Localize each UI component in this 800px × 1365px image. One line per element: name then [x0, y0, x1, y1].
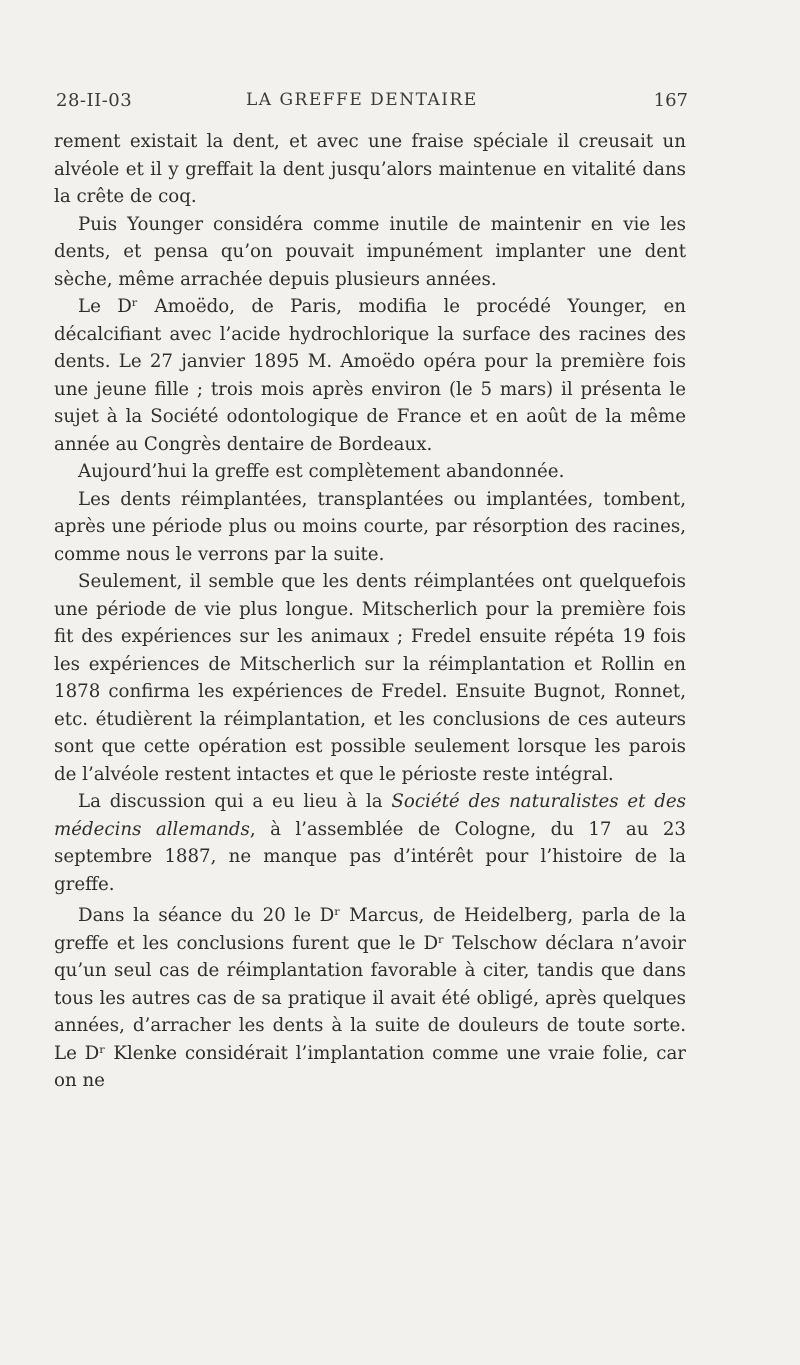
- paragraph-8: Dans la séance du 20 le Dʳ Marcus, de Heidelberg, parla de la greffe et les conclusions furent que le Dʳ Telschow déclara n’avoir qu’un seul cas de réimplantation favorable à citer, tandis que dans tous les autres cas de sa pratique il avait été obligé, après quelques années, d’arracher les dents à la suite de douleurs de toute sorte. Le Dʳ Klenke considérait l’implantation comme une vraie folie, car on ne: [54, 905, 686, 1091]
- paragraph-3: Le Dʳ Amoëdo, de Paris, modifia le procédé Younger, en décalcifiant avec l’acide hydrochlorique la surface des racines des dents. Le 27 janvier 1895 M. Amoëdo opéra pour la première fois une jeune fille ; trois mois après environ (le 5 mars) il présenta le sujet à la Société odontologique de France et en août de la même année au Congrès dentaire de Bordeaux.: [54, 296, 686, 455]
- paragraph-2: Puis Younger considéra comme inutile de maintenir en vie les dents, et pensa qu’on pouvait impunément implanter une dent sèche, même arrachée depuis plusieurs années.: [54, 213, 686, 290]
- body-text: [54, 128, 686, 1095]
- running-header: [56, 90, 688, 120]
- paragraph-7-text-start: La discussion qui a eu lieu à la: [78, 791, 392, 812]
- header-title: LA GREFFE DENTAIRE: [246, 90, 478, 110]
- page-number: 167: [653, 90, 688, 111]
- paragraph-6: Seulement, il semble que les dents réimplantées ont quelquefois une période de vie plus longue. Mitscherlich pour la première fois fit des expériences sur les animaux ; Fredel ensuite répéta 19 fois les expériences de Mitscherlich sur la réimplantation et Rollin en 1878 confirma les expériences de Fredel. Ensuite Bugnot, Ronnet, etc. étudièrent la réimplantation, et les conclusions de ces auteurs sont que cette opération est possible seulement lorsque les parois de l’alvéole restent intactes et que le périoste reste intégral.: [54, 571, 686, 785]
- paragraph-5: Les dents réimplantées, transplantées ou implantées, tombent, après une période plus ou moins courte, par résorption des racines, comme nous le verrons par la suite.: [54, 488, 686, 565]
- paragraph-7-text-end: , à l’assemblée de Cologne, du 17 au 23 septembre 1887, ne manque pas d’intérêt pour l’histoire de la greffe.: [54, 818, 686, 895]
- paragraph-1: rement existait la dent, et avec une fraise spéciale il creusait un alvéole et il y greffait la dent jusqu’alors maintenue en vitalité dans la crête de coq.: [54, 131, 686, 207]
- paragraph-4: Aujourd’hui la greffe est complètement abandonnée.: [78, 461, 565, 482]
- header-date: 28-II-03: [56, 90, 133, 111]
- society-name: Société des naturalistes et des médecins allemands: [54, 791, 686, 840]
- paragraph-7: [54, 788, 686, 898]
